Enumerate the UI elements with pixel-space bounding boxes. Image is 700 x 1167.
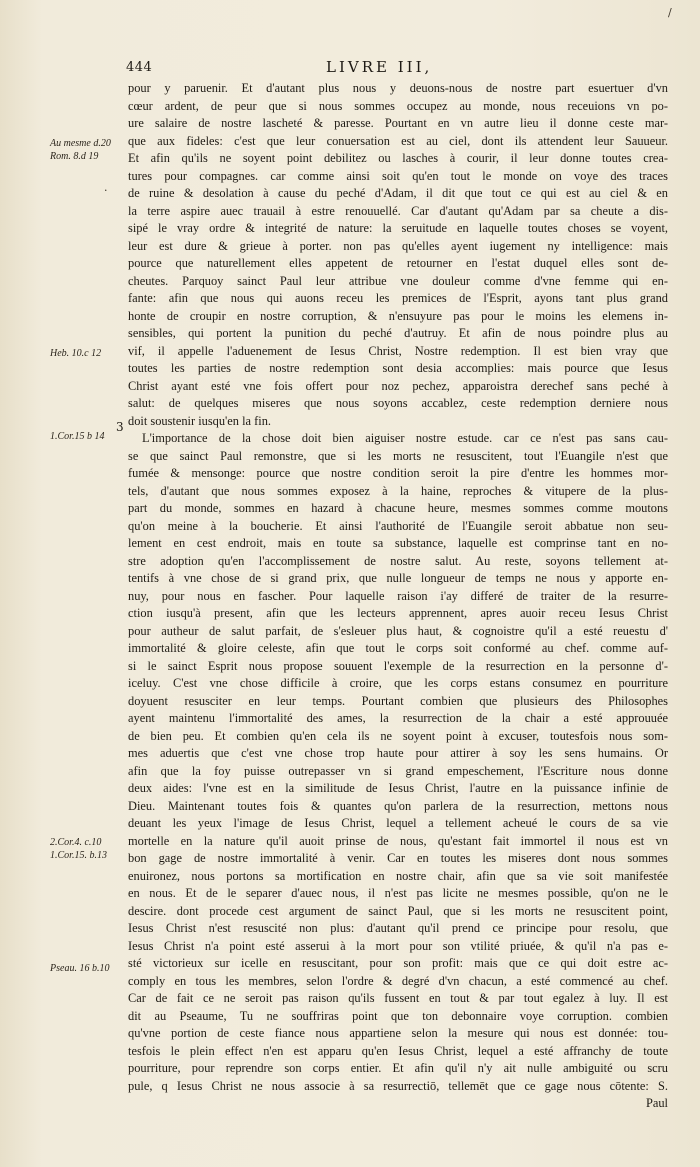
text-line: afin que la foy puisse outrepasser vn si grand empeschement, l'Escriture nous donne [128, 763, 668, 778]
text-line: dit au Pseaume, Tu ne souffriras point que ton debonnaire voye corruption. combien [128, 1008, 668, 1023]
margin-note: 2.Cor.4. c.10 1.Cor.15. b.13 [50, 837, 107, 861]
text-line: comply en tous les membres, selon l'ordre & degré d'vn chacun, a esté commencé au chef. [128, 973, 668, 988]
text-line: deuant les yeux l'image de Iesus Christ, lequel a tellement acheué le cours de sa vie [128, 816, 668, 830]
text-line: bon gage de nostre immortalité à venir. Car en toutes les miseres dont nous sommes [128, 851, 668, 865]
text-line: pource que naturellement elles appetent de retourner en l'estat duquel elles sont de- [128, 256, 668, 270]
running-title: LIVRE III, [326, 58, 433, 76]
text-line: ction iusqu'à present, afin que les lecteurs apprennent, apres auoir receu Iesus Christ [128, 606, 668, 620]
text-line: salut: de quelques miseres que nous soyons accablez, ceste redemption derniere nous [128, 396, 668, 410]
text-line: sté victorieux sur icelle en resuscitant, pour son profit: mais que ce qui doit estre ac- [128, 956, 668, 970]
section-number: 3 [116, 420, 124, 434]
text-line: sensibles, qui portent la punition du peché d'autruy. Et afin de nous poindre plus au [128, 326, 668, 340]
text-line: Et afin qu'ils ne soyent point debilitez ou lasches à courir, il leur donne toutes crea- [128, 151, 668, 165]
text-line: Christ ayant esté vne fois offert pour noz pechez, apparoistra derechef sans peché à [128, 378, 668, 393]
margin-note: 1.Cor.15 b 14 [50, 431, 105, 442]
text-line: pour autheur de salut parfait, de s'esleuer plus haut, & cognoistre qu'il a esté reuestu d' [128, 623, 668, 638]
text-line: pour y paruenir. Et d'autant plus nous y deuons-nous de nostre part esuertuer d'vn [128, 81, 668, 95]
text-line: leur est dure & grieue à porter. non pas qu'elles ayent iugement ny intelligence: mais [128, 238, 668, 253]
text-line: tures pour compagnes. car comme ainsi soit qu'en tout le monde on voye des traces [128, 168, 668, 183]
text-line: en nous. Et de le separer d'auec nous, il n'est pas licite ne mesmes possible, qu'on ne le [128, 886, 668, 900]
text-line: iceluy. C'est vne chose difficile à croire, que les corps estans consumez en pourriture [128, 676, 668, 690]
margin-note: Au mesme d.20 Rom. 8.d 19 [50, 138, 111, 162]
text-line: doyuent resusciter en leur temps. Pourtant combien que plusieurs des Philosophes [128, 693, 668, 708]
stray-ink-mark: / [668, 6, 672, 19]
text-line: cœur ardent, de peur que si nous sommes occupez au monde, nous receuions vn po- [128, 98, 668, 113]
text-line: L'importance de la chose doit bien aiguiser nostre estude. car ce n'est pas sans cau- [142, 431, 668, 445]
text-line: qu'on meine à la boucherie. Et ainsi l'authorité de l'Euangile seroit abbatue non seu- [128, 518, 668, 533]
text-line: Dieu. Maintenant toutes fois & quantes qu'on parlera de la resurrection, mettons nous [128, 798, 668, 813]
text-line: de bien peu. Et combien qu'en cela ils ne soyent point à excuser, toutesfois nous som- [128, 728, 668, 743]
text-line: Car de fait ce ne seroit pas raison qu'ils fussent en tout & par tout egalez à luy. Il est [128, 991, 668, 1005]
text-line: part du monde, sommes en hazard à chacune heure, mesmes sommes comme moutons [128, 501, 668, 515]
text-line: doit soustenir iusqu'en la fin. [128, 413, 271, 428]
text-line: cheutes. Parquoy sainct Paul leur attribue vne douleur comme d'vne femme qui en- [128, 273, 668, 288]
text-line: pule, q Iesus Christ ne nous associe à sa resurrectiō, tellemēt que ce gage nous cōtente: S. [128, 1078, 668, 1093]
text-line: fante: afin que nous qui auons receu les premices de l'Esprit, ayons tant plus grand [128, 291, 668, 305]
text-line: descire. dont procede cest argument de sainct Paul, que si les morts ne resuscitent point, [128, 903, 668, 918]
text-line: stre adoption qu'en l'accomplissement de nostre salut. Au reste, soyons tellement at- [128, 553, 668, 568]
body-text [128, 80, 668, 1113]
text-line: honte de croupir en nostre corruption, & n'ensuyure pas pour le moins les elemens in- [128, 308, 668, 323]
text-line: vif, il appelle l'aduenement de Iesus Christ, Nostre redemption. Il est bien vray que [128, 343, 668, 358]
stray-ink-mark: · [104, 184, 108, 197]
text-line: ure salaire de nostre lascheté & paresse. Pourtant en vn autre lieu il donne ceste mar- [128, 116, 668, 130]
text-line: de ruine & desolation à cause du peché d'Adam, il dit que tout ce qui est au ciel & en [128, 186, 668, 200]
text-line: fumée & mensonge: pource que nostre condition seroit la pire d'entre les hommes mor- [128, 466, 668, 480]
page-header [126, 58, 666, 80]
text-line: se que sainct Paul remonstre, que si les morts ne resuscitent, tout l'Euangile n'est que [128, 448, 668, 463]
text-line: qu'vne portion de ceste fiance nous appartiene selon la mesure qui nous est donnée: tou- [128, 1026, 668, 1040]
text-line: mortelle en la nature qu'il auoit prinse de nous, qu'estant fait immortel il nous est vn [128, 833, 668, 848]
text-line: toutes les parties de nostre redemption sont desia accomplies: mais pource que Iesus [128, 361, 668, 375]
margin-note: Pseau. 16 b.10 [50, 963, 110, 974]
text-line: Iesus Christ n'a point esté asserui à la mort pour son vtilité priuée, & qu'il n'a pas e- [128, 938, 668, 953]
page-number: 444 [126, 60, 153, 75]
text-line: lement en cest endroit, mais en toute sa substance, laquelle est comprinse tant en no- [128, 536, 668, 550]
text-line: mes aduertis que c'est vne chose trop haute pour attirer à soy les sens humains. Or [128, 746, 668, 760]
text-line: pourriture, pour reprendre son corps entier. Et afin qu'il n'y ait nulle ambiguité ou scru [128, 1061, 668, 1075]
text-line: la terre aspire auec trauail à estre renouuellé. Car d'autant qu'Adam par sa cheute a dis- [128, 203, 668, 218]
catchword: Paul [645, 1096, 668, 1110]
text-line: que aux fideles: c'est que leur conuersation est au ciel, dont ils attendent leur Sauueur. [128, 133, 668, 148]
text-line: tesfois le plein effect n'en est apparu qu'en Iesus Christ, lequel a esté affranchy de toute [128, 1043, 668, 1058]
text-line: tels, d'autant que nous sommes exposez à la haine, reproches & vitupere de la plus- [128, 483, 668, 498]
text-line: enuironez, nous portons sa mortification en nostre chair, afin que sa vie soit manifestée [128, 868, 668, 883]
text-line: deux aides: l'vne est en la similitude de Iesus Christ, l'autre en la puissance infinie de [128, 781, 668, 795]
text-line: tentifs à vne chose de si grand prix, que nulle longueur de temps ne nous y apporte en- [128, 571, 668, 585]
text-line: immortalité & gloire celeste, afin que tout le corps soit conformé au chef. comme auf- [128, 641, 668, 655]
text-line: ayent maintenu l'immortalité des ames, la resurrection de la chair a esté approuuée [128, 711, 668, 725]
text-line: nuy, pour nous en fascher. Pour laquelle raison i'ay differé de traiter de la resurre- [128, 588, 668, 603]
text-line: sipé le vray ordre & integrité de nature: la seruitude en laquelle toutes choses se voyent, [128, 221, 668, 235]
text-line: Iesus Christ n'est resuscité non plus: d'autant qu'il prend ce principe pour resolu, que [128, 921, 668, 935]
margin-note: Heb. 10.c 12 [50, 348, 102, 359]
text-line: si le sainct Esprit nous propose souuent l'exemple de la resurrection en la personne d'- [128, 658, 668, 673]
